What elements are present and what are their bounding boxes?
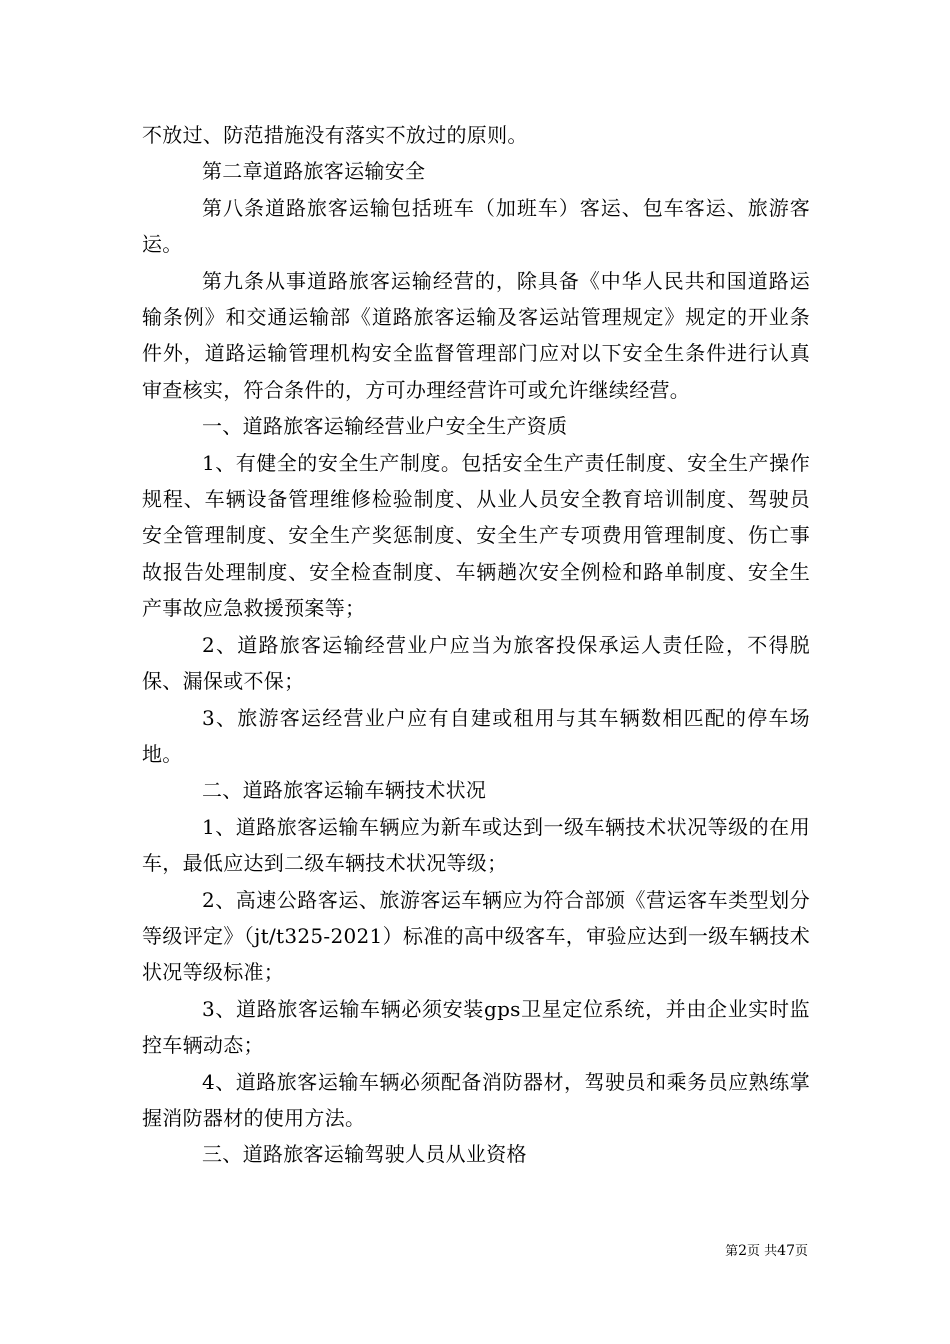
paragraph: 第二章道路旅客运输安全 xyxy=(202,159,426,184)
page-footer xyxy=(725,1242,808,1261)
paragraph: 不放过、防范措施没有落实不放过的原则。 xyxy=(142,123,528,147)
paragraph: 2、高速公路客运、旅游客运车辆应为符合部颁《营运客车类型划分等级评定》（jt/t325-2021）标准的高中级客车，审验应达到一级车辆技术状况等级标准； xyxy=(142,887,810,985)
paragraph: 2、道路旅客运输经营业户应当为旅客投保承运人责任险，不得脱保、漏保或不保； xyxy=(142,632,810,694)
paragraph: 二、道路旅客运输车辆技术状况 xyxy=(202,778,487,803)
paragraph: 第八条道路旅客运输包括班车（加班车）客运、包车客运、旅游客运。 xyxy=(142,195,810,257)
paragraph: 第九条从事道路旅客运输经营的，除具备《中华人民共和国道路运输条例》和交通运输部《道路旅客运输及客运站管理规定》规定的开业条件外，道路运输管理机构安全监督管理部门应对以下安全生条件进行认真审查核实，符合条件的，方可办理经营许可或允许继续经营。 xyxy=(142,268,810,402)
total-page-count: 47 xyxy=(777,1243,795,1259)
current-page-number: 2 xyxy=(738,1243,748,1259)
paragraph: 4、道路旅客运输车辆必须配备消防器材，驾驶员和乘务员应熟练掌握消防器材的使用方法。 xyxy=(142,1069,810,1130)
paragraph: 三、道路旅客运输驾驶人员从业资格 xyxy=(202,1142,527,1167)
paragraph: 3、旅游客运经营业户应有自建或租用与其车辆数相匹配的停车场地。 xyxy=(142,705,810,766)
paragraph: 1、有健全的安全生产制度。包括安全生产责任制度、安全生产操作规程、车辆设备管理维修检验制度、从业人员安全教育培训制度、驾驶员安全管理制度、安全生产奖惩制度、安全生产专项费用管理制度、伤亡事故报告处理制度、安全检查制度、车辆趟次安全例检和路单制度、安全生产事故应急救援预案等； xyxy=(142,450,810,621)
paragraph: 3、道路旅客运输车辆必须安装gps卫星定位系统，并由企业实时监控车辆动态； xyxy=(142,996,810,1058)
footer-middle: 页 共 xyxy=(747,1244,778,1259)
footer-suffix: 页 xyxy=(794,1244,808,1259)
paragraph: 1、道路旅客运输车辆应为新车或达到一级车辆技术状况等级的在用车，最低应达到二级车辆技术状况等级； xyxy=(142,814,810,876)
document-body xyxy=(142,117,810,1173)
paragraph: 一、道路旅客运输经营业户安全生产资质 xyxy=(202,414,568,439)
footer-prefix: 第 xyxy=(725,1244,739,1259)
